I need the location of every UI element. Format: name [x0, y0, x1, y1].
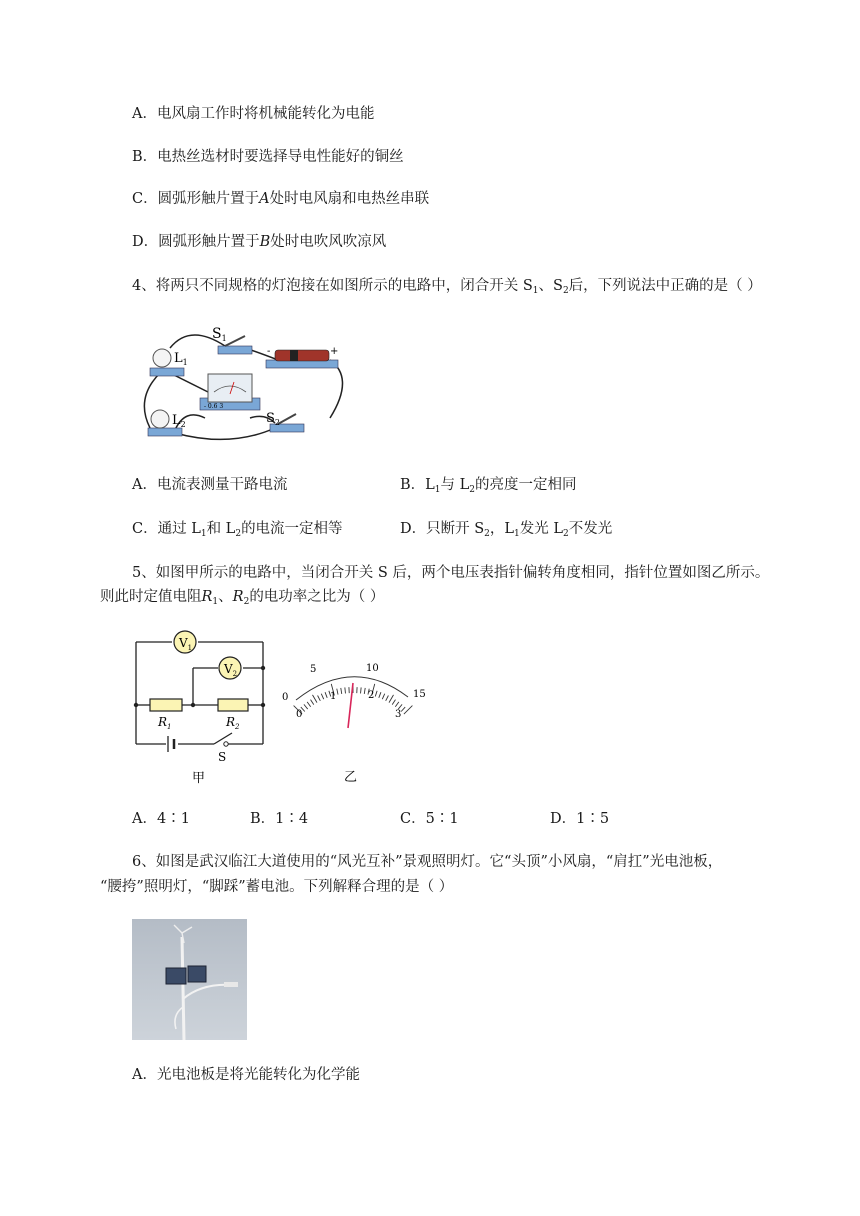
v1-label: $V_1$ — [179, 636, 193, 652]
dial-tick — [318, 696, 321, 701]
dial-tick — [313, 695, 318, 703]
s2-label: $S_2$ — [266, 411, 280, 427]
dial-tick — [375, 691, 377, 697]
r2-label: $R_2$ — [226, 715, 240, 731]
figure-jia-caption: 甲 — [192, 771, 206, 786]
dial-tick — [379, 692, 381, 698]
battery-plus-label: + — [330, 346, 339, 357]
q3-option-b: B．电热丝选材时要选择导电性能好的铜丝 — [132, 149, 404, 165]
l1-label: $L_1$ — [174, 351, 188, 367]
dial-tick — [311, 700, 314, 705]
inner-tick-1: 1 — [330, 691, 337, 702]
q3-option-a: A．电风扇工作时将机械能转化为电能 — [132, 106, 375, 122]
battery-minus-label: - — [267, 346, 271, 357]
r1-label: $R_1$ — [158, 715, 172, 731]
dial-tick — [395, 702, 399, 707]
dial-tick — [337, 689, 338, 695]
outer-tick-0: 0 — [282, 692, 289, 703]
q5-stem-line2: 则此时定值电阻$R_1$、$R_2$的电功率之比为（ ） — [100, 589, 385, 607]
q6-stem-line2: “腰挎”照明灯，“脚踩”蓄电池。下列解释合理的是（ ） — [100, 879, 454, 895]
dial-tick — [325, 692, 327, 698]
q6-option-a: A．光电池板是将光能转化为化学能 — [132, 1067, 360, 1083]
dial-tick — [341, 688, 342, 694]
dial-tick — [382, 694, 384, 699]
inner-tick-3: 3 — [395, 709, 402, 720]
dial-tick — [307, 702, 311, 707]
dial-tick — [386, 696, 389, 701]
dial-tick — [401, 707, 405, 711]
dial-tick — [345, 687, 346, 693]
dial-tick — [321, 694, 323, 699]
dial-tick — [304, 704, 308, 709]
dial-tick — [404, 706, 412, 714]
dial-tick — [392, 700, 395, 705]
q6-stem-line1: 6、如图是武汉临江大道使用的“风光互补”景观照明灯。它“头顶”小风扇，“肩扛”光电池板， — [132, 854, 723, 870]
q4-option-a: A．电流表测量干路电流 — [132, 477, 288, 493]
q4-option-b: B．$L_1$与 $L_2$的亮度一定相同 — [400, 477, 577, 495]
q4-stem: 4、将两只不同规格的灯泡接在如图所示的电路中，闭合开关 $S_1$、$S_2$后，下列说法中正确的是（ ） — [132, 278, 762, 296]
q5-option-d: D．1∶5 — [550, 811, 610, 827]
v2-label: $V_2$ — [224, 662, 238, 678]
switch-s-label: S — [218, 750, 227, 764]
q4-option-d: D．只断开 $S_2$，$L_1$发光 $L_2$不发光 — [400, 521, 613, 539]
q3-option-c: C．圆弧形触片置于A处时电风扇和电热丝串联 — [132, 191, 430, 207]
q4-circuit-figure — [130, 318, 355, 448]
dial-tick — [361, 687, 362, 693]
dial-tick — [389, 695, 394, 703]
s1-label: $S_1$ — [212, 326, 227, 343]
inner-tick-2: 2 — [368, 690, 375, 701]
outer-tick-10: 10 — [366, 663, 379, 674]
q5-option-b: B．1∶4 — [250, 811, 309, 827]
inner-tick-0: 0 — [296, 709, 303, 720]
q5-circuit-figure — [128, 628, 273, 788]
ammeter-scale-label: - 0.6 3 — [204, 403, 224, 410]
outer-tick-5: 5 — [310, 664, 317, 675]
dial-tick — [364, 688, 365, 694]
outer-tick-15: 15 — [413, 689, 426, 700]
figure-yi-caption: 乙 — [344, 770, 358, 785]
q5-stem-line1: 5、如图甲所示的电路中，当闭合开关 S 后，两个电压表指针偏转角度相同，指针位置如图乙所示。 — [132, 565, 770, 581]
q4-option-c: C．通过 $L_1$和 $L_2$的电流一定相等 — [132, 521, 343, 539]
street-lamp-photo — [132, 919, 247, 1040]
q3-option-d: D．圆弧形触片置于B处时电吹风吹凉风 — [132, 234, 387, 250]
l2-label: $L_2$ — [172, 413, 186, 429]
q5-option-a: A．4∶1 — [132, 811, 190, 827]
q5-option-c: C．5∶1 — [400, 811, 459, 827]
q5-voltmeter-dial — [278, 655, 428, 785]
